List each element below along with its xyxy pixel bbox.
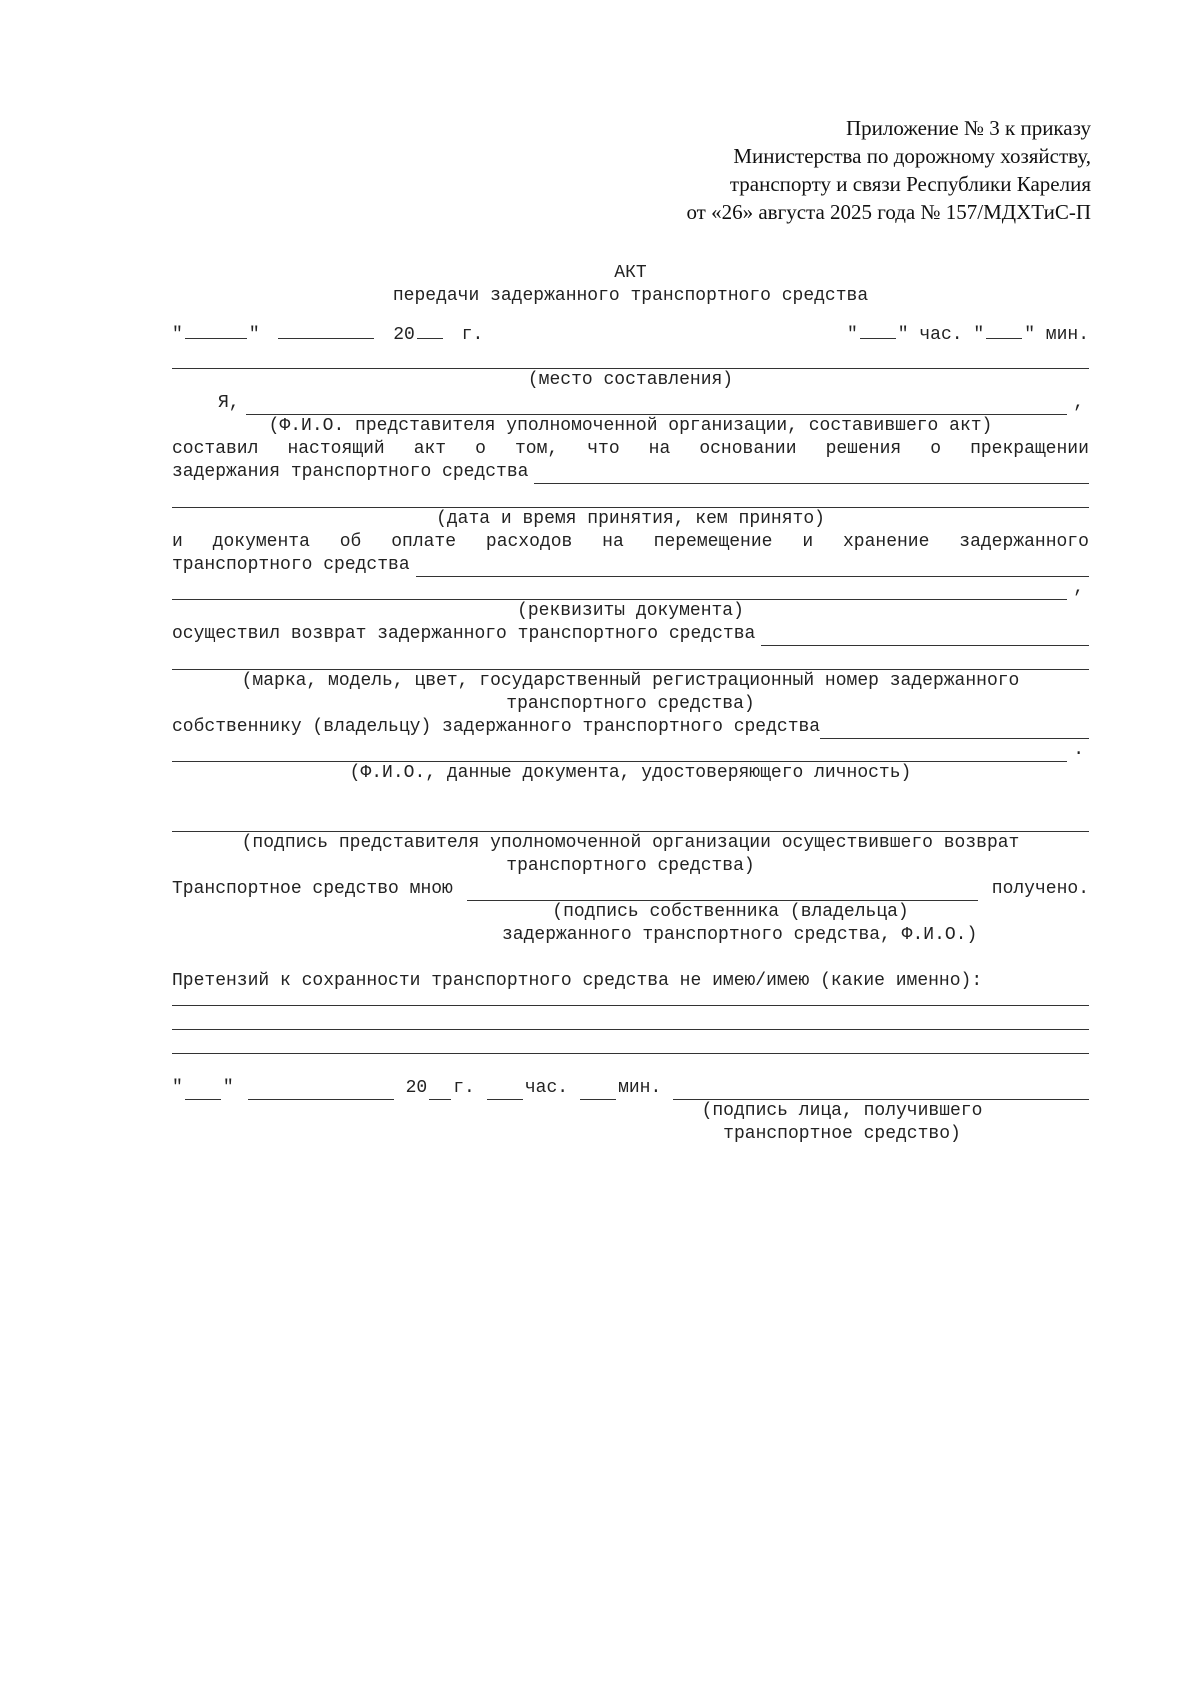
owner-row-2 <box>172 739 1089 762</box>
decision-hint: (дата и время принятия, кем принято) <box>436 509 825 529</box>
rep-signature-field[interactable] <box>172 808 1089 832</box>
owner-sign-hint-1: (подпись собственника (владельца) <box>552 902 909 922</box>
received-prefix: Транспортное средство мною <box>172 879 453 899</box>
ya-row <box>172 392 1089 415</box>
word: прекращении <box>970 439 1089 459</box>
vehicle-hint-1: (марка, модель, цвет, государственный регистрационный номер задержанного <box>241 671 1020 691</box>
final-hint-2: транспортное средство) <box>723 1124 961 1144</box>
fio-field[interactable] <box>246 397 1068 415</box>
date-quote-open: " <box>172 325 183 345</box>
final-quote-close: " <box>222 1078 234 1098</box>
word: о <box>475 439 486 459</box>
fio-hint: (Ф.И.О. представителя уполномоченной организации, составившего акт) <box>268 416 993 436</box>
ya-comma: , <box>1073 393 1084 413</box>
place-field[interactable] <box>172 345 1089 369</box>
payment-comma: , <box>1073 578 1084 598</box>
final-hint-1: (подпись лица, получившего <box>701 1101 983 1121</box>
word: и <box>172 532 183 552</box>
day-field[interactable] <box>185 322 247 339</box>
owner-signature-field[interactable] <box>467 883 978 901</box>
word: хранение <box>843 532 930 552</box>
word: перемещение <box>653 532 773 552</box>
received-row <box>172 878 1089 901</box>
owner-hint: (Ф.И.О., данные документа, удостоверяющего личность) <box>349 763 912 783</box>
appendix-line-4: от «26» августа 2025 года № 157/МДХТиС-П <box>686 200 1091 224</box>
date-quote-close: " <box>248 325 260 345</box>
year-suffix: г. <box>461 325 484 345</box>
claims-field-1[interactable] <box>172 993 1089 1006</box>
word: на <box>648 439 671 459</box>
decision-field[interactable] <box>534 466 1089 484</box>
decision-field-continued[interactable] <box>172 484 1089 508</box>
rep-sign-hint-2: транспортного средства) <box>506 856 755 876</box>
date-fields <box>172 322 483 345</box>
word: акт <box>413 439 447 459</box>
claims-field-3[interactable] <box>172 1030 1089 1054</box>
word: документа <box>212 532 310 552</box>
doc-hint: (реквизиты документа) <box>517 601 744 621</box>
payment-doc-field[interactable] <box>416 559 1089 577</box>
final-minutes-field[interactable] <box>580 1083 616 1100</box>
return-text: осуществил возврат задержанного транспортного средства <box>172 624 756 644</box>
final-quote-open: " <box>172 1078 183 1098</box>
vehicle-field-continued[interactable] <box>172 646 1089 670</box>
word: о <box>930 439 942 459</box>
rep-sign-hint-1: (подпись представителя уполномоченной организации осуществившего возврат <box>241 833 1020 853</box>
hours-field[interactable] <box>860 322 896 339</box>
word: что <box>587 439 620 459</box>
final-row <box>172 1077 1089 1100</box>
ya-label: Я, <box>218 393 240 413</box>
payment-doc-row-2 <box>172 577 1089 600</box>
year-prefix: 20 <box>393 325 415 345</box>
month-field[interactable] <box>278 322 374 339</box>
word: составил <box>172 439 259 459</box>
word: оплате <box>391 532 457 552</box>
word: и <box>802 532 814 552</box>
owner-sign-hint-2: задержанного транспортного средства, Ф.И.О.) <box>502 925 978 945</box>
appendix-line-2: Министерства по дорожному хозяйству, <box>733 144 1091 168</box>
sentence-2-continuation: транспортного средства <box>172 555 410 575</box>
word: об <box>339 532 362 552</box>
sentence-2 <box>172 531 1089 554</box>
word: на <box>602 532 624 552</box>
final-year-suffix: г. <box>453 1078 475 1098</box>
final-year-field[interactable] <box>429 1083 451 1100</box>
year-field[interactable] <box>417 322 443 339</box>
final-hours-label: час. <box>524 1078 569 1098</box>
word: расходов <box>485 532 573 552</box>
act-form <box>172 262 1089 1146</box>
date-time-row <box>172 322 1089 345</box>
owner-period: . <box>1073 740 1084 760</box>
word: задержанного <box>959 532 1089 552</box>
time-quote-open: " <box>846 325 858 345</box>
place-hint: (место составления) <box>527 370 734 390</box>
act-subtitle: передачи задержанного транспортного средства <box>392 286 869 306</box>
time-fields <box>847 322 1089 345</box>
received-suffix: получено. <box>991 879 1089 899</box>
appendix-line-3: транспорту и связи Республики Карелия <box>729 172 1091 196</box>
owner-row <box>172 716 1089 739</box>
final-year-prefix: 20 <box>405 1078 428 1098</box>
word: решения <box>825 439 902 459</box>
payment-doc-field-continued[interactable] <box>172 582 1067 600</box>
word: настоящий <box>287 439 385 459</box>
owner-text: собственнику (владельцу) задержанного транспортного средства <box>172 717 821 737</box>
final-hours-field[interactable] <box>487 1083 523 1100</box>
word: том, <box>514 439 559 459</box>
vehicle-field[interactable] <box>761 628 1089 646</box>
owner-field-continued[interactable] <box>172 744 1067 762</box>
minutes-field[interactable] <box>986 322 1022 339</box>
final-month-field[interactable] <box>248 1083 394 1100</box>
minutes-label: " мин. <box>1024 325 1089 345</box>
sentence-1-line-2 <box>172 461 1089 484</box>
final-signature-field[interactable] <box>673 1082 1089 1100</box>
sentence-2-line-2 <box>172 554 1089 577</box>
act-title: АКТ <box>614 263 647 283</box>
claims-text: Претензий к сохранности транспортного средства не имею/имею (какие именно): <box>172 971 983 991</box>
vehicle-hint-2: транспортного средства) <box>506 694 755 714</box>
owner-field[interactable] <box>820 721 1089 739</box>
return-row <box>172 623 1089 646</box>
appendix-line-1: Приложение № 3 к приказу <box>846 116 1091 140</box>
claims-field-2[interactable] <box>172 1006 1089 1030</box>
word: основании <box>699 439 797 459</box>
hours-label: " час. " <box>897 325 985 345</box>
final-minutes-label: мин. <box>618 1078 662 1098</box>
final-day-field[interactable] <box>185 1083 221 1100</box>
appendix-header <box>686 114 1091 226</box>
sentence-1-continuation: задержания транспортного средства <box>172 462 529 482</box>
sentence-1 <box>172 438 1089 461</box>
